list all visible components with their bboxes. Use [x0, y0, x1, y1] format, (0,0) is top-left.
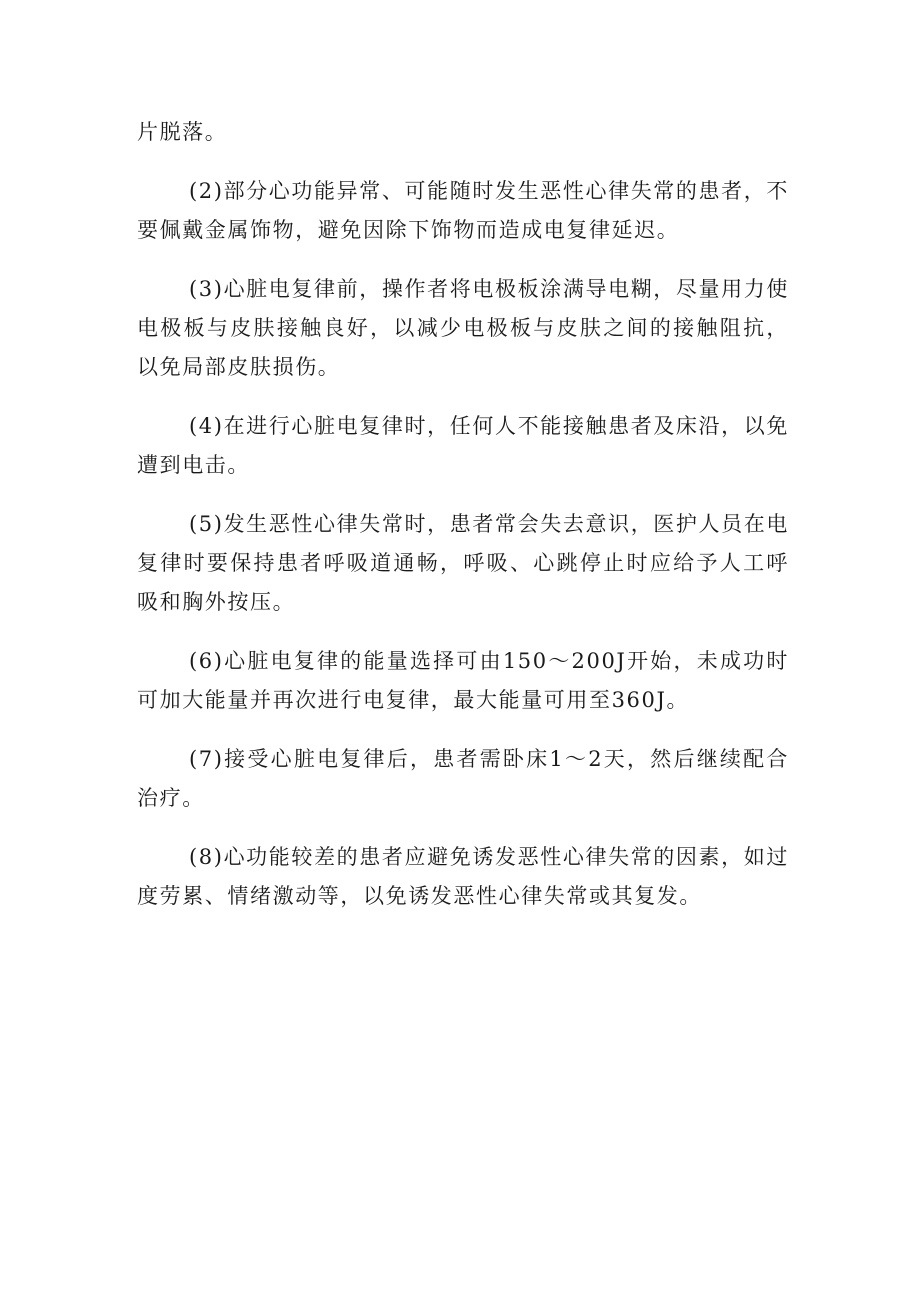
- paragraph-item-8: (8)心功能较差的患者应避免诱发恶性心律失常的因素，如过度劳累、情绪激动等，以免诱发恶性心律失常或其复发。: [137, 845, 789, 908]
- document-body: [137, 113, 789, 936]
- paragraph-item-7: (7)接受心脏电复律后，患者需卧床1～2天，然后继续配合治疗。: [137, 747, 789, 810]
- paragraph-item-4: (4)在进行心脏电复律时，任何人不能接触患者及床沿，以免遭到电击。: [137, 414, 789, 477]
- paragraph-item-2: (2)部分心功能异常、可能随时发生恶性心律失常的患者，不要佩戴金属饰物，避免因除下饰物而造成电复律延迟。: [137, 179, 789, 242]
- paragraph-item-3: (3)心脏电复律前，操作者将电极板涂满导电糊，尽量用力使电极板与皮肤接触良好，以减少电极板与皮肤之间的接触阻抗，以免局部皮肤损伤。: [137, 277, 789, 379]
- paragraph-item-6: (6)心脏电复律的能量选择可由150～200J开始，未成功时可加大能量并再次进行电复律，最大能量可用至360J。: [137, 649, 789, 712]
- paragraph-continuation: 片脱落。: [137, 120, 228, 144]
- paragraph-item-5: (5)发生恶性心律失常时，患者常会失去意识，医护人员在电复律时要保持患者呼吸道通畅，呼吸、心跳停止时应给予人工呼吸和胸外按压。: [137, 512, 789, 614]
